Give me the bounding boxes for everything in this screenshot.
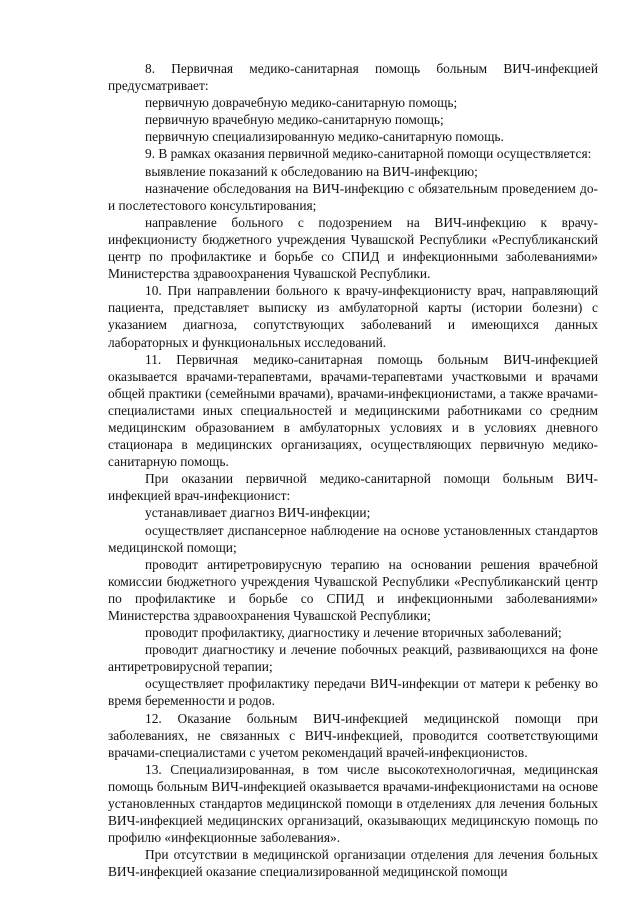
list-item-primary-pre-medical: первичную доврачебную медико-санитарную помощь; — [145, 95, 458, 111]
list-item-side-effects: проводит диагностику и лечение побочных реакций, развивающихся на фоне антиретровирусной терапии; — [108, 642, 598, 675]
paragraph-infectionist-intro: При оказании первичной медико-санитарной помощи больным ВИЧ-инфекцией врач-инфекционист: — [108, 471, 598, 504]
paragraph-no-department: При отсутствии в медицинской организации отделения для лечения больных ВИЧ-инфекцией оказание специализированной медицинской помощи — [108, 847, 598, 880]
paragraph-9: 9. В рамках оказания первичной медико-санитарной помощи осуществляется: — [145, 146, 592, 162]
list-item-primary-specialized: первичную специализированную медико-санитарную помощь. — [145, 129, 504, 145]
list-item-art: проводит антиретровирусную терапию на основании решения врачебной комиссии бюджетного учреждения Чувашской Республики «Республиканский центр по профилактике и борьбе со СПИД и инфекционными заболеваниями» Министерства здравоохранения Чувашской Республики; — [108, 556, 598, 623]
paragraph-10: 10. При направлении больного к врачу-инфекционисту врач, направляющий пациента, представляет выписку из амбулаторной карты (истории болезни) с указанием диагноза, сопутствующих заболеваний и имеющихся данных лабораторных и функциональных исследований. — [108, 283, 598, 350]
list-item-diagnosis: устанавливает диагноз ВИЧ-инфекции; — [145, 505, 371, 521]
list-item-dispensary: осуществляет диспансерное наблюдение на основе установленных стандартов медицинской помощи; — [108, 522, 598, 555]
paragraph-11: 11. Первичная медико-санитарная помощь больным ВИЧ-инфекцией оказывается врачами-терапевтами, врачами-терапевтами участковыми и врачами общей практики (семейными врачами), врачами-инфекционистами, а также врачами-специалистами иных специальностей и медицинскими работниками со средним медицинским образованием в амбулаторных условиях и в условиях дневного стационара в медицинских организациях, осуществляющих первичную медико-санитарную помощь. — [108, 351, 598, 470]
paragraph-8: 8. Первичная медико-санитарная помощь больным ВИЧ-инфекцией предусматривает: — [108, 61, 598, 94]
paragraph-13: 13. Специализированная, в том числе высокотехнологичная, медицинская помощь больным ВИЧ-инфекцией оказывается врачами-инфекционистами на основе установленных стандартов медицинской помощи в отделениях для лечения больных ВИЧ-инфекцией медицинских организаций, оказывающих медицинскую помощь по профилю «инфекционные заболевания». — [108, 761, 598, 846]
paragraph-12: 12. Оказание больным ВИЧ-инфекцией медицинской помощи при заболеваниях, не связанных с ВИЧ-инфекцией, проводится соответствующими врачами-специалистами с учетом рекомендаций врачей-инфекционистов. — [108, 710, 598, 760]
list-item-examination: назначение обследования на ВИЧ-инфекцию с обязательным проведением до- и послетестового консультирования; — [108, 180, 598, 213]
list-item-referral: направление больного с подозрением на ВИЧ-инфекцию к врачу-инфекционисту бюджетного учреждения Чувашской Республики «Республиканский центр по профилактике и борьбе со СПИД и инфекционными заболеваниями» Министерства здравоохранения Чувашской Республики. — [108, 214, 598, 282]
list-item-primary-medical: первичную врачебную медико-санитарную помощь; — [145, 112, 444, 128]
list-item-prevention: проводит профилактику, диагностику и лечение вторичных заболеваний; — [145, 625, 562, 641]
list-item-mother-child: осуществляет профилактику передачи ВИЧ-инфекции от матери к ребенку во время беременности и родов. — [108, 676, 598, 709]
list-item-indications: выявление показаний к обследованию на ВИЧ-инфекцию; — [145, 163, 478, 179]
